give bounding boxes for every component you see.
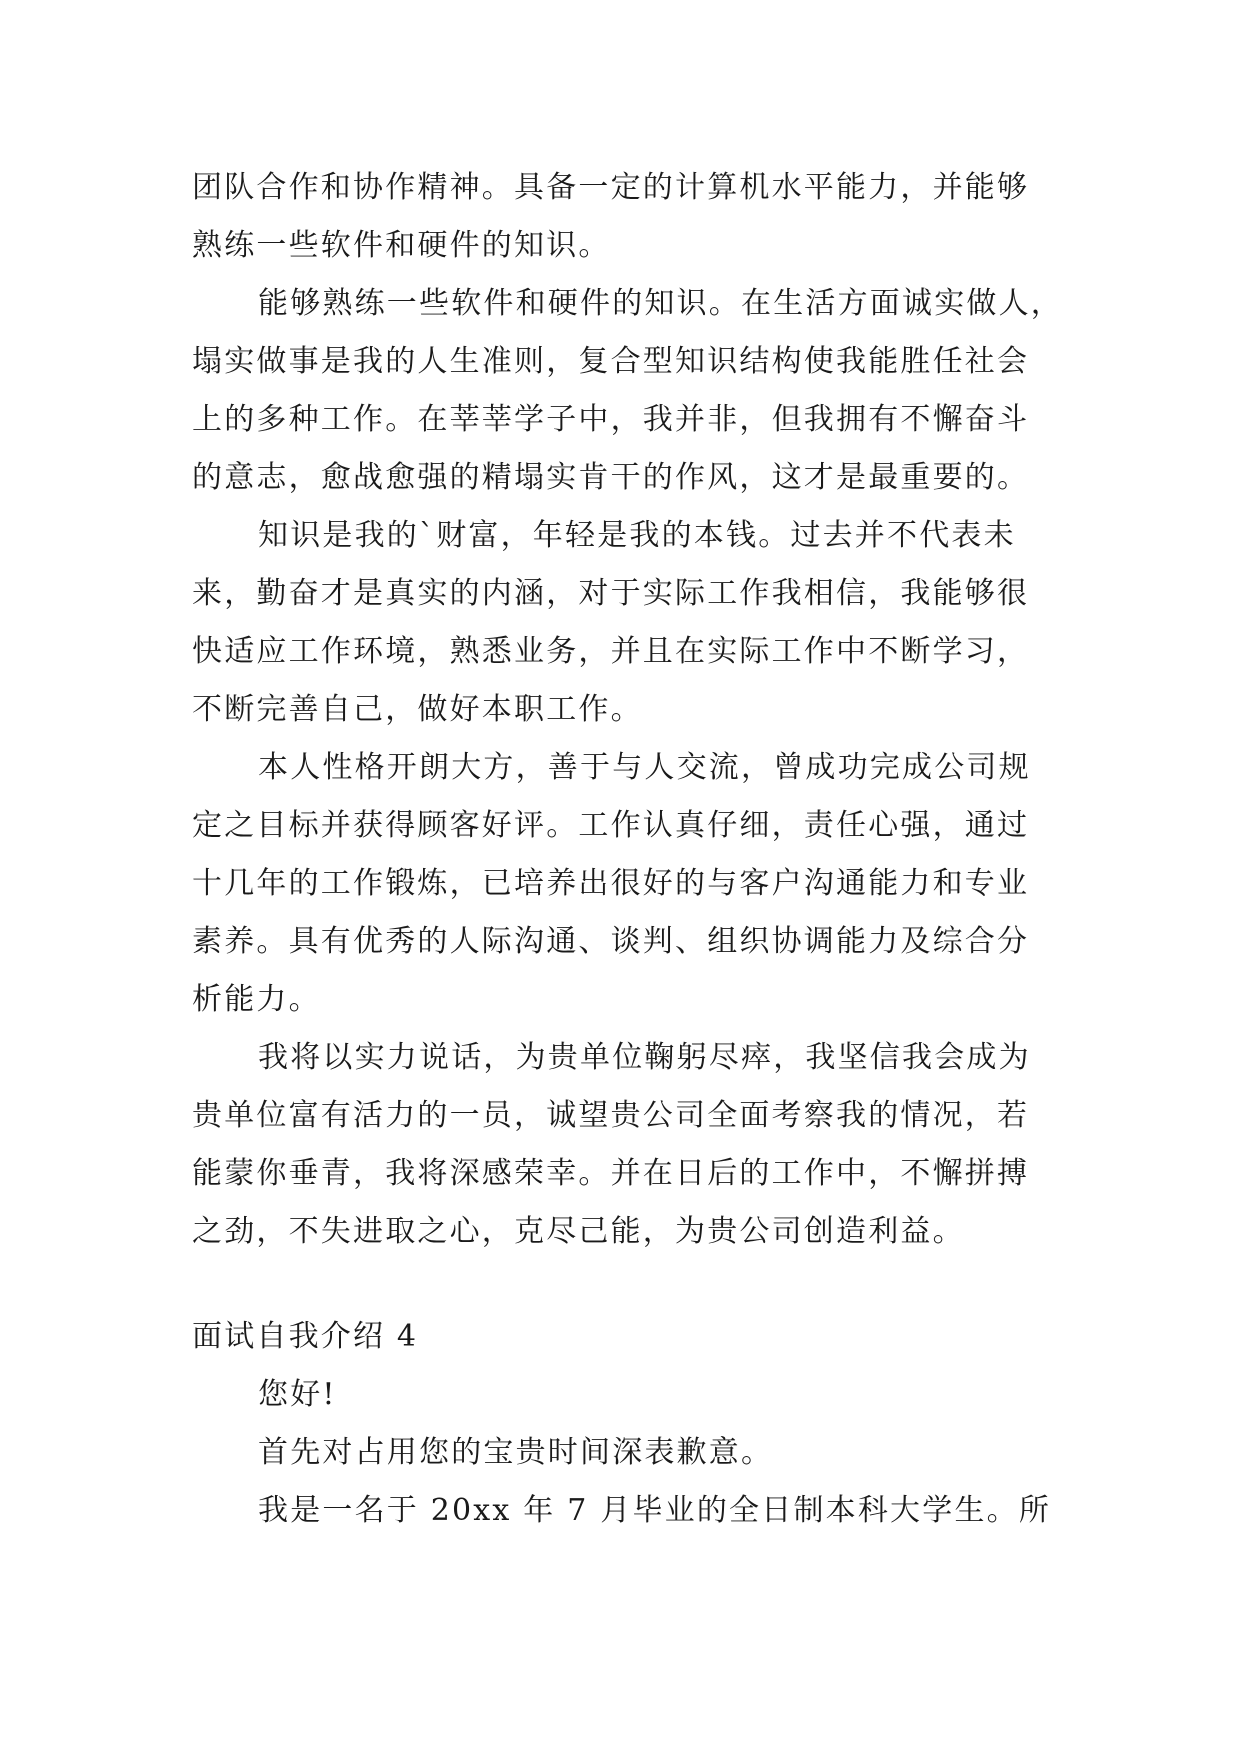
body-text-line: 十几年的工作锻炼，已培养出很好的与客户沟通能力和专业 <box>192 866 1030 901</box>
body-text-line: 贵单位富有活力的一员，诚望贵公司全面考察我的情况，若 <box>192 1098 1030 1133</box>
body-text-line: 定之目标并获得顾客好评。工作认真仔细，责任心强，通过 <box>192 808 1030 843</box>
body-text-line: 上的多种工作。在莘莘学子中，我并非，但我拥有不懈奋斗 <box>192 402 1030 437</box>
greeting-line: 您好! <box>258 1377 337 1412</box>
body-text-line: 我将以实力说话，为贵单位鞠躬尽瘁，我坚信我会成为 <box>258 1040 1031 1075</box>
body-text-line: 熟练一些软件和硬件的知识。 <box>192 228 611 263</box>
body-text-line: 首先对占用您的宝贵时间深表歉意。 <box>258 1435 774 1470</box>
body-text-line: 素养。具有优秀的人际沟通、谈判、组织协调能力及综合分 <box>192 924 1030 959</box>
body-text-line: 我是一名于 20xx 年 7 月毕业的全日制本科大学生。所 <box>258 1493 1052 1528</box>
section-heading: 面试自我介绍 4 <box>192 1319 419 1354</box>
body-text-line: 本人性格开朗大方，善于与人交流，曾成功完成公司规 <box>258 750 1031 785</box>
body-text-line: 析能力。 <box>192 982 321 1017</box>
body-text-line: 之劲，不失进取之心，克尽己能，为贵公司创造利益。 <box>192 1214 965 1249</box>
body-text-line: 塌实做事是我的人生准则，复合型知识结构使我能胜任社会 <box>192 344 1030 379</box>
body-text-line: 的意志，愈战愈强的精塌实肯干的作风，这才是最重要的。 <box>192 460 1030 495</box>
body-text-line: 来，勤奋才是真实的内涵，对于实际工作我相信，我能够很 <box>192 576 1030 611</box>
body-text-line: 快适应工作环境，熟悉业务，并且在实际工作中不断学习， <box>192 634 1030 669</box>
body-text-line: 不断完善自己，做好本职工作。 <box>192 692 643 727</box>
body-text-line: 团队合作和协作精神。具备一定的计算机水平能力，并能够 <box>192 170 1030 205</box>
body-text-line: 能蒙你垂青，我将深感荣幸。并在日后的工作中，不懈拼搏 <box>192 1156 1030 1191</box>
body-text-line: 能够熟练一些软件和硬件的知识。在生活方面诚实做人， <box>258 286 1063 321</box>
body-text-line: 知识是我的`财富，年轻是我的本钱。过去并不代表未 <box>258 518 1016 553</box>
